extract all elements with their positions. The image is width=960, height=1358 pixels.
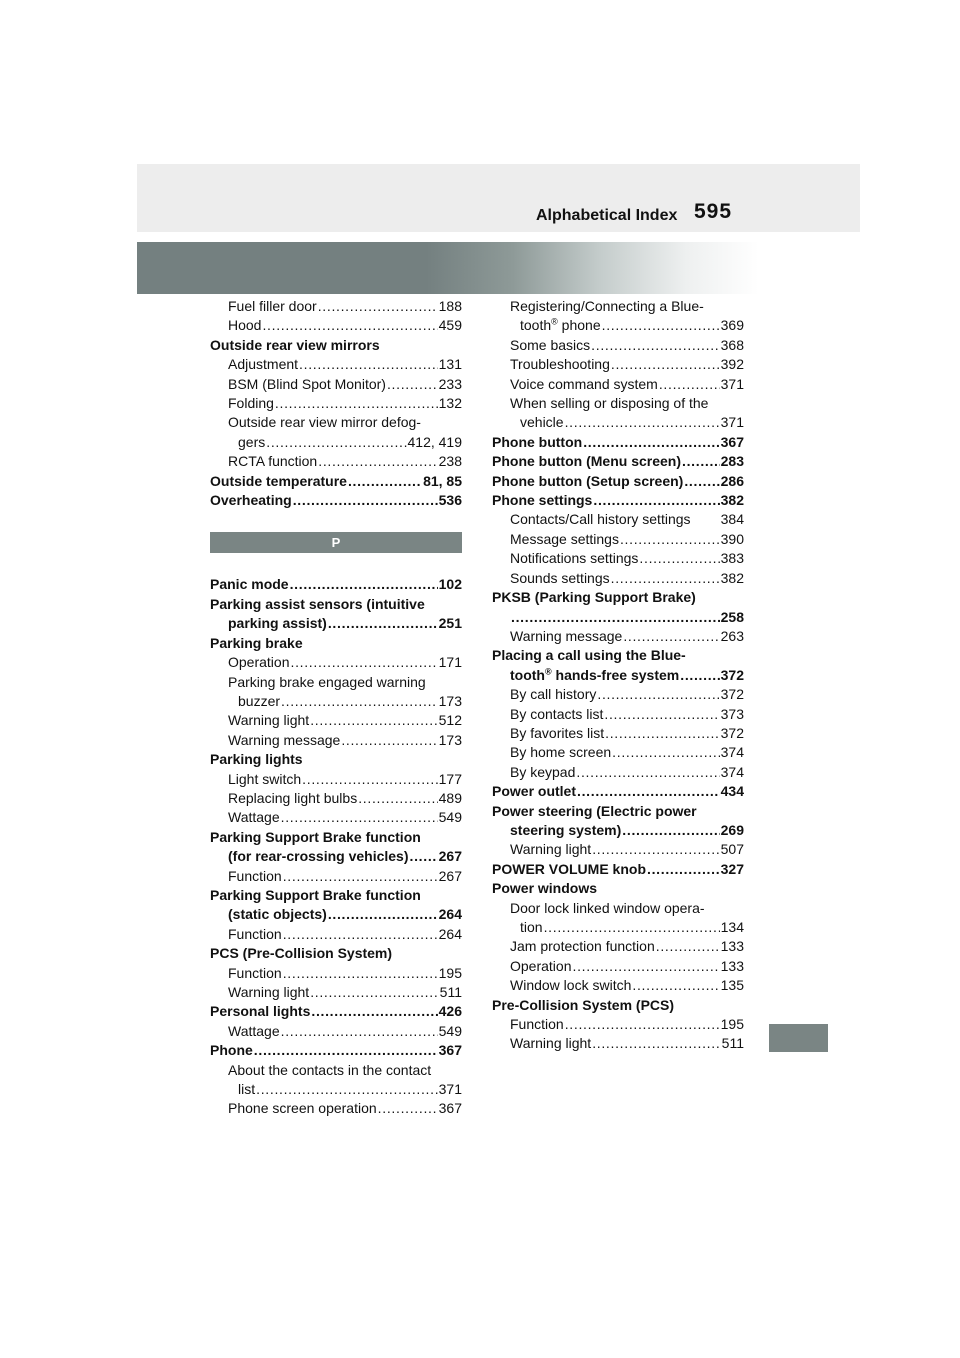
- page-ref: 133: [720, 957, 744, 974]
- entry-text: Overheating: [210, 492, 292, 509]
- page-ref: 134: [720, 919, 744, 935]
- index-entry-main: [492, 646, 744, 665]
- entry-text: Troubleshooting: [510, 356, 610, 373]
- entry-text: Outside temperature: [210, 472, 347, 489]
- dot-leader: [611, 569, 720, 588]
- page-ref: 173: [438, 692, 462, 709]
- index-entry-sub: [210, 413, 462, 432]
- index-entry-sub: [492, 1015, 744, 1034]
- page-ref: 371: [438, 1081, 462, 1098]
- index-entry-main: [210, 886, 462, 905]
- index-entry-main: [210, 828, 462, 847]
- index-entry-sub: [492, 627, 744, 646]
- entry-text: Wattage: [228, 1022, 280, 1039]
- entry-text: Warning light: [510, 1035, 592, 1052]
- page-ref: 195: [720, 1016, 744, 1033]
- dot-leader: [611, 355, 720, 374]
- entry-text: Wattage: [228, 809, 280, 826]
- dot-leader: [410, 847, 438, 866]
- index-entry-sub: [492, 937, 744, 956]
- index-entry-sub: [210, 452, 462, 471]
- page-ref: 511: [721, 1035, 744, 1052]
- dot-leader: [612, 743, 719, 762]
- entry-text: Pre-Collision System (PCS): [492, 996, 675, 1013]
- index-entry-sub: [492, 394, 744, 413]
- page-ref: 373: [720, 705, 744, 722]
- dot-leader: [256, 1080, 438, 1099]
- index-entry-sub: [210, 297, 462, 316]
- dot-leader: [565, 413, 720, 432]
- page-ref: 267: [438, 848, 462, 865]
- entry-text: By keypad: [510, 763, 576, 780]
- index-group-o: [210, 297, 462, 510]
- entry-text: Parking Support Brake function: [210, 886, 421, 903]
- dot-leader: [290, 653, 437, 672]
- page-ref: 263: [720, 627, 744, 644]
- index-entry-main: [210, 1041, 462, 1060]
- entry-text: Parking brake engaged warning: [228, 673, 426, 690]
- index-entry-sub: [210, 867, 462, 886]
- index-entry-main: [492, 472, 744, 491]
- entry-text: tion: [520, 919, 543, 935]
- page-ref: 372: [720, 724, 744, 741]
- entry-text: parking assist): [228, 615, 327, 632]
- page-title: Alphabetical Index: [536, 207, 678, 224]
- entry-text: Message settings: [510, 530, 619, 547]
- entry-text: PCS (Pre-Collision System): [210, 945, 393, 962]
- index-entry-main: [210, 847, 462, 866]
- index-entry-main: [492, 608, 744, 627]
- dot-leader: [341, 731, 437, 750]
- dot-leader: [605, 724, 720, 743]
- page-ref: 512: [438, 712, 462, 729]
- page-ref: 390: [720, 530, 744, 547]
- dot-leader: [318, 297, 438, 316]
- index-entry-main: [492, 996, 744, 1015]
- index-entry-sub: [492, 316, 744, 335]
- index-entry-sub: [492, 957, 744, 976]
- entry-text: Parking brake: [210, 634, 303, 651]
- dot-leader: [684, 472, 719, 491]
- entry-text: Phone button: [492, 433, 583, 450]
- dot-leader: [290, 575, 438, 594]
- dot-leader: [659, 375, 720, 394]
- index-entry-sub: [210, 789, 462, 808]
- dot-leader: [293, 491, 438, 510]
- page-ref: 367: [438, 1100, 462, 1117]
- entry-text: steering system): [510, 821, 622, 838]
- page-ref: 426: [438, 1003, 462, 1020]
- index-entry-sub: [210, 692, 462, 711]
- dot-leader: [680, 666, 719, 685]
- page-ref: 369: [720, 317, 744, 334]
- index-entry-sub: [210, 1080, 462, 1099]
- index-entry-main: [210, 905, 462, 924]
- entry-text: Light switch: [228, 770, 302, 787]
- dot-leader: [632, 976, 719, 995]
- section-header-p: P: [210, 532, 462, 553]
- index-entry-sub: [492, 918, 744, 937]
- entry-text: Replacing light bulbs: [228, 789, 358, 806]
- entry-text: buzzer: [238, 692, 281, 709]
- index-entry-main: [210, 944, 462, 963]
- entry-text: Parking assist sensors (intuitive: [210, 595, 425, 612]
- entry-text: Hood: [228, 317, 262, 334]
- entry-text: Fuel filler door: [228, 298, 317, 314]
- index-entry-main: [210, 1002, 462, 1021]
- page-ref: 511: [439, 984, 462, 1000]
- dot-leader: [583, 433, 719, 452]
- dot-leader: [602, 316, 720, 335]
- entry-text: POWER VOLUME knob: [492, 860, 646, 877]
- index-entry-sub: [492, 763, 744, 782]
- registered-mark: ®: [551, 316, 558, 327]
- entry-text: vehicle: [520, 414, 564, 431]
- page-ref: 382: [720, 492, 744, 509]
- entry-text: Phone screen operation: [228, 1100, 377, 1117]
- dot-leader: [348, 472, 422, 491]
- index-entry-sub: [492, 976, 744, 995]
- entry-text: Jam protection function: [510, 938, 655, 955]
- page-ref: 195: [438, 964, 462, 981]
- index-entry-main: [492, 802, 744, 821]
- index-entry-sub: [492, 569, 744, 588]
- header-gradient-bar: [137, 242, 860, 294]
- page-ref: 549: [438, 809, 462, 826]
- index-entry-sub: [210, 394, 462, 413]
- entry-text: RCTA function: [228, 453, 318, 470]
- entry-text: When selling or disposing of the: [510, 395, 709, 412]
- index-entry-sub: [492, 724, 744, 743]
- entry-text: Contacts/Call history settings: [510, 511, 691, 528]
- dot-leader: [283, 925, 438, 944]
- dot-leader: [622, 821, 719, 840]
- page-ref: 233: [438, 375, 462, 392]
- entry-text: Phone button (Setup screen): [492, 472, 684, 489]
- entry-text: tooth® phone: [520, 316, 601, 334]
- index-entry-sub: [210, 355, 462, 374]
- index-entry-sub: [492, 355, 744, 374]
- dot-leader: [254, 1041, 438, 1060]
- dot-leader: [572, 957, 719, 976]
- entry-text: Parking lights: [210, 751, 303, 768]
- page-ref: 327: [720, 860, 744, 877]
- entry-text: (static objects): [228, 906, 327, 923]
- entry-text: list: [238, 1081, 256, 1098]
- page-ref: 132: [438, 395, 462, 412]
- page-ref: 372: [720, 686, 744, 703]
- entry-text: PKSB (Parking Support Brake): [492, 589, 696, 606]
- entry-text: Outside rear view mirror defog-: [228, 414, 421, 431]
- entry-text: Door lock linked window opera-: [510, 899, 705, 916]
- page-ref: 371: [720, 375, 744, 392]
- dot-leader: [310, 711, 437, 730]
- dot-leader: [511, 608, 720, 627]
- page-number: 595: [694, 200, 733, 223]
- entry-text: Warning light: [228, 712, 310, 729]
- dot-leader: [387, 375, 438, 394]
- index-entry-sub: [210, 433, 462, 452]
- page-ref: 133: [720, 938, 744, 955]
- entry-text: By contacts list: [510, 705, 604, 722]
- dot-leader: [378, 1099, 438, 1118]
- index-entry-sub: [210, 316, 462, 335]
- entry-text: Registering/Connecting a Blue-: [510, 298, 704, 314]
- dot-leader: [639, 549, 719, 568]
- index-entry-sub: [210, 653, 462, 672]
- index-entry-sub: [492, 1034, 744, 1053]
- registered-mark: ®: [544, 666, 552, 677]
- page-ref: 372: [720, 666, 744, 683]
- page-ref: 269: [720, 821, 744, 838]
- entry-text: (for rear-crossing vehicles): [228, 848, 409, 865]
- entry-text: BSM (Blind Spot Monitor): [228, 375, 386, 392]
- dot-leader: [281, 692, 438, 711]
- entry-text: Outside rear view mirrors: [210, 336, 380, 353]
- page-ref: 251: [438, 615, 462, 632]
- index-entry-sub: [210, 983, 462, 1002]
- thumb-index-tab: [769, 1024, 828, 1052]
- page-ref: 238: [438, 453, 462, 470]
- header-band: [137, 164, 860, 232]
- page-ref: 267: [438, 867, 462, 884]
- index-group-p: [210, 575, 462, 1118]
- index-entry-main: [492, 782, 744, 801]
- entry-text: Function: [228, 867, 282, 884]
- page-ref: 367: [720, 433, 744, 450]
- index-entry-main: [210, 614, 462, 633]
- index-group-p-continued: [492, 297, 744, 1054]
- entry-text: Voice command system: [510, 375, 658, 392]
- dot-leader: [682, 452, 720, 471]
- entry-text: Window lock switch: [510, 977, 632, 994]
- page-ref: 434: [720, 783, 744, 800]
- dot-leader: [544, 918, 720, 937]
- entry-text: Warning message: [510, 627, 623, 644]
- dot-leader: [281, 808, 438, 827]
- page-ref: 81, 85: [423, 472, 462, 489]
- entry-text: Warning message: [228, 731, 341, 748]
- entry-text: Function: [228, 925, 282, 942]
- dot-leader: [576, 763, 719, 782]
- dot-leader: [266, 433, 406, 452]
- index-entry-sub: [492, 297, 744, 316]
- index-entry-sub: [492, 375, 744, 394]
- dot-leader: [299, 355, 438, 374]
- entry-text: Panic mode: [210, 576, 289, 593]
- entry-text: Some basics: [510, 336, 591, 353]
- index-entry-main: [492, 433, 744, 452]
- page-ref: 102: [438, 576, 462, 593]
- page-ref: 412, 419: [407, 433, 462, 450]
- dot-leader: [647, 860, 720, 879]
- index-entry-sub: [492, 899, 744, 918]
- index-entry-main: [210, 472, 462, 491]
- page-ref: 368: [720, 336, 744, 353]
- dot-leader: [604, 705, 719, 724]
- index-column-right: [492, 297, 744, 1054]
- dot-leader: [310, 983, 438, 1002]
- dot-leader: [318, 452, 437, 471]
- page-ref: 173: [438, 731, 462, 748]
- index-entry-main: [210, 634, 462, 653]
- page-ref: 258: [720, 608, 744, 625]
- dot-leader: [591, 336, 719, 355]
- entry-text: Sounds settings: [510, 569, 610, 586]
- dot-leader: [283, 964, 438, 983]
- page-ref: 374: [720, 744, 744, 761]
- index-entry-sub: [492, 336, 744, 355]
- index-entry-sub: [210, 375, 462, 394]
- index-entry-main: [210, 750, 462, 769]
- dot-leader: [283, 867, 438, 886]
- page-ref: 131: [438, 356, 462, 373]
- index-entry-sub: [210, 964, 462, 983]
- page-ref: 264: [438, 925, 462, 942]
- dot-leader: [281, 1022, 438, 1041]
- page-ref: 283: [720, 453, 744, 470]
- entry-text: Power steering (Electric power: [492, 802, 697, 819]
- dot-leader: [592, 840, 719, 859]
- dot-leader: [623, 627, 719, 646]
- index-entry-main: [492, 821, 744, 840]
- dot-leader: [275, 394, 438, 413]
- page-ref: 177: [438, 770, 462, 787]
- index-entry-sub: [210, 808, 462, 827]
- entry-text: Warning light: [228, 984, 310, 1000]
- index-column-left: [210, 297, 462, 1119]
- index-entry-main: [492, 588, 744, 607]
- entry-text: By call history: [510, 686, 597, 703]
- index-entry-sub: [492, 530, 744, 549]
- page-ref: 383: [720, 550, 744, 567]
- index-entry-sub: [492, 413, 744, 432]
- index-entry-main: [210, 575, 462, 594]
- dot-leader: [656, 937, 720, 956]
- page-ref: 507: [720, 841, 744, 858]
- page-ref: 489: [438, 789, 462, 806]
- index-entry-sub: [492, 549, 744, 568]
- dot-leader: [328, 614, 438, 633]
- index-entry-sub: [210, 1022, 462, 1041]
- index-entry-sub: [492, 743, 744, 762]
- dot-leader: [311, 1002, 437, 1021]
- entry-text: Phone button (Menu screen): [492, 453, 681, 470]
- page-ref: 264: [438, 906, 462, 923]
- entry-text: Placing a call using the Blue-: [492, 647, 686, 664]
- entry-text: Adjustment: [228, 356, 299, 373]
- entry-text: Phone: [210, 1042, 253, 1059]
- index-entry-sub: [210, 673, 462, 692]
- page-ref: 171: [438, 654, 462, 671]
- entry-text: Operation: [510, 957, 572, 974]
- entry-text: Power outlet: [492, 783, 577, 800]
- entry-text: About the contacts in the contact: [228, 1061, 432, 1078]
- dot-leader: [328, 905, 438, 924]
- entry-text: Parking Support Brake function: [210, 828, 421, 845]
- page-ref: 371: [720, 414, 744, 431]
- dot-leader: [593, 491, 719, 510]
- index-entry-sub: [492, 685, 744, 704]
- page-ref: 374: [720, 763, 744, 780]
- page-ref: 549: [438, 1022, 462, 1039]
- index-entry-main: [492, 879, 744, 898]
- entry-text: Power windows: [492, 880, 598, 897]
- dot-leader: [592, 1034, 720, 1053]
- entry-text: Phone settings: [492, 492, 593, 509]
- page-ref: 382: [720, 569, 744, 586]
- dot-leader: [262, 316, 437, 335]
- entry-text: Warning light: [510, 841, 592, 858]
- dot-leader: [620, 530, 720, 549]
- entry-text: Notifications settings: [510, 550, 639, 567]
- page-ref: 135: [720, 977, 744, 994]
- index-entry-sub: [492, 840, 744, 859]
- index-entry-main: [492, 452, 744, 471]
- entry-text: By home screen: [510, 744, 612, 761]
- index-entry-main: [210, 336, 462, 355]
- dot-leader: [597, 685, 719, 704]
- dot-leader: [358, 789, 437, 808]
- page-ref: 188: [438, 298, 462, 314]
- page-ref: 286: [720, 472, 744, 489]
- index-entry-main: [492, 666, 744, 685]
- page-ref: 367: [438, 1042, 462, 1059]
- entry-text: tooth® hands-free system: [510, 666, 680, 683]
- page-ref: 536: [438, 492, 462, 509]
- entry-text: Operation: [228, 654, 290, 671]
- dot-leader: [302, 770, 437, 789]
- index-entry-main: [210, 491, 462, 510]
- index-entry-sub: [210, 711, 462, 730]
- index-entry-sub: [492, 510, 744, 529]
- entry-text: Personal lights: [210, 1003, 311, 1020]
- index-entry-sub: [210, 770, 462, 789]
- entry-text: By favorites list: [510, 724, 605, 741]
- page-ref: 459: [438, 317, 462, 334]
- index-entry-sub: [210, 1099, 462, 1118]
- entry-text: Function: [228, 964, 282, 981]
- entry-text: gers: [238, 433, 266, 450]
- page-ref: 392: [720, 356, 744, 373]
- entry-text: Function: [510, 1016, 564, 1033]
- index-entry-sub: [210, 731, 462, 750]
- index-entry-main: [492, 860, 744, 879]
- index-entry-sub: [492, 705, 744, 724]
- entry-text: Folding: [228, 395, 274, 412]
- page-ref: 384: [720, 511, 744, 528]
- index-entry-sub: [210, 925, 462, 944]
- dot-leader: [577, 782, 720, 801]
- index-entry-sub: [210, 1061, 462, 1080]
- index-entry-main: [210, 595, 462, 614]
- dot-leader: [565, 1015, 720, 1034]
- index-entry-main: [492, 491, 744, 510]
